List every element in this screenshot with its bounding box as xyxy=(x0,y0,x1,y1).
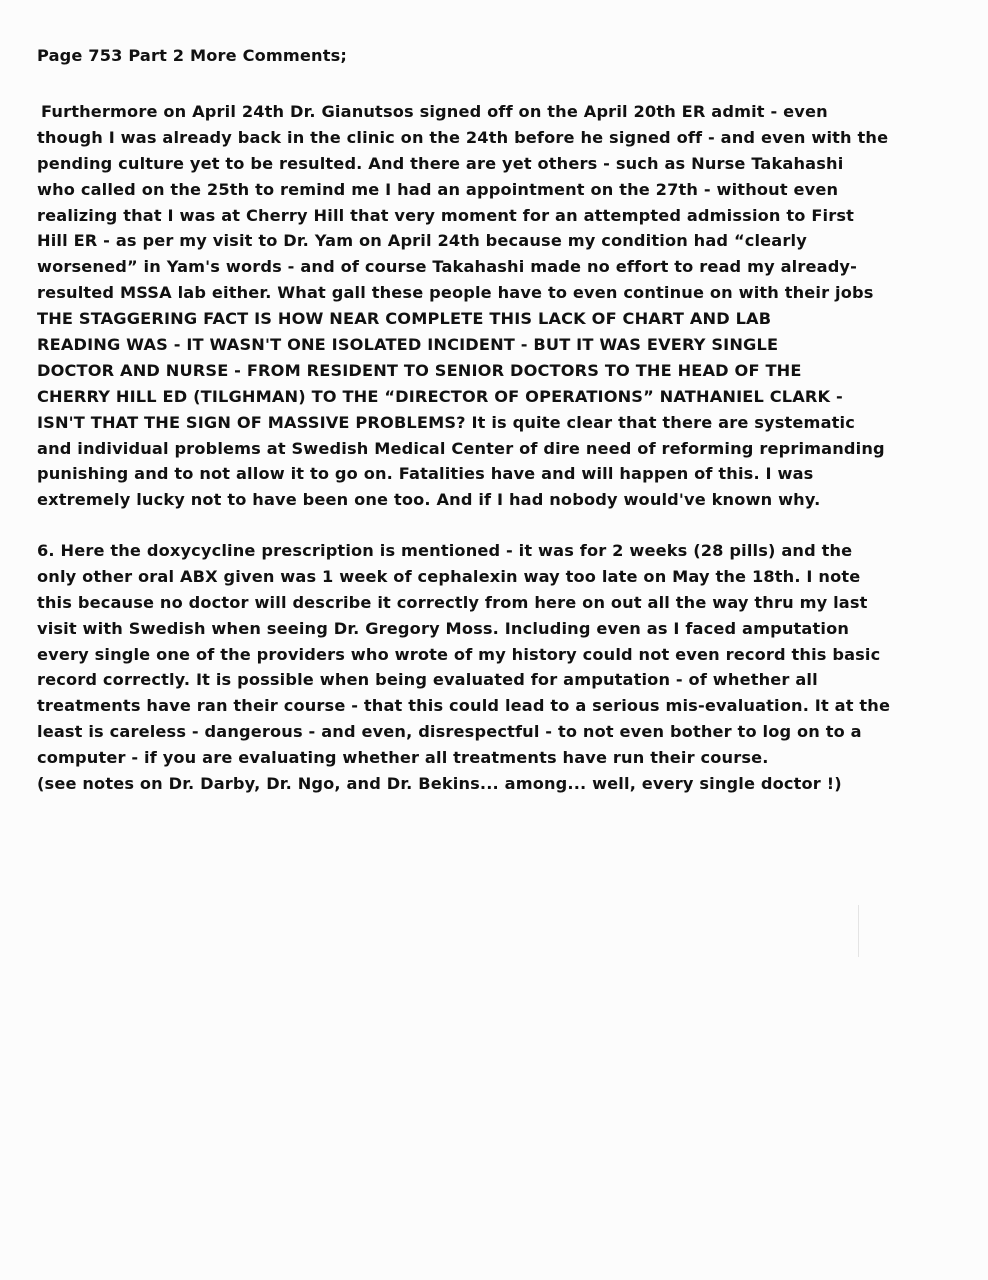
paragraph-furthermore xyxy=(37,99,957,513)
paragraph-line: READING WAS - IT WASN'T ONE ISOLATED INCIDENT - BUT IT WAS EVERY SINGLE xyxy=(37,335,779,355)
heading-text: Page 753 Part 2 More Comments; xyxy=(37,46,347,65)
paragraph-line: treatments have ran their course - that this could lead to a serious mis-evaluation. It at the xyxy=(37,696,891,716)
paragraph-line: this because no doctor will describe it correctly from here on out all the way thru my last xyxy=(37,592,868,612)
scan-artifact-line xyxy=(858,905,859,957)
paragraph-line: punishing and to not allow it to go on. Fatalities have and will happen of this. I was xyxy=(37,464,814,484)
paragraph-line: 6. Here the doxycycline prescription is mentioned - it was for 2 weeks (28 pills) and the xyxy=(37,541,853,560)
paragraph-line: Hill ER - as per my visit to Dr. Yam on April 24th because my condition had “clearly xyxy=(37,231,807,251)
paragraph-line: THE STAGGERING FACT IS HOW NEAR COMPLETE THIS LACK OF CHART AND LAB xyxy=(37,309,772,329)
paragraph-line: computer - if you are evaluating whether all treatments have run their course. xyxy=(37,748,769,768)
paragraph-line: extremely lucky not to have been one too. And if I had nobody would've known why. xyxy=(37,490,821,510)
paragraph-line: only other oral ABX given was 1 week of cephalexin way too late on May the 18th. I note xyxy=(37,566,861,586)
paragraph-item-6 xyxy=(37,538,957,797)
paragraph-line: realizing that I was at Cherry Hill that very moment for an attempted admission to First xyxy=(37,205,855,225)
paragraph-line: every single one of the providers who wrote of my history could not even record this basic xyxy=(37,644,881,664)
paragraph-line: record correctly. It is possible when being evaluated for amputation - of whether all xyxy=(37,670,818,690)
paragraph-line: CHERRY HILL ED (TILGHMAN) TO THE “DIRECTOR OF OPERATIONS” NATHANIEL CLARK - xyxy=(37,386,843,406)
paragraph-line: (see notes on Dr. Darby, Dr. Ngo, and Dr. Bekins... among... well, every single doctor !) xyxy=(37,774,842,794)
paragraph-line: pending culture yet to be resulted. And there are yet others - such as Nurse Takahashi xyxy=(37,153,844,173)
paragraph-line: who called on the 25th to remind me I had an appointment on the 27th - without even xyxy=(37,179,839,199)
paragraph-line: though I was already back in the clinic on the 24th before he signed off - and even with the xyxy=(37,127,889,147)
paragraph-line: resulted MSSA lab either. What gall these people have to even continue on with their jobs xyxy=(37,283,874,303)
paragraph-line: DOCTOR AND NURSE - FROM RESIDENT TO SENIOR DOCTORS TO THE HEAD OF THE xyxy=(37,360,802,380)
paragraph-line: Furthermore on April 24th Dr. Gianutsos signed off on the April 20th ER admit - even xyxy=(41,102,828,121)
paragraph-line: and individual problems at Swedish Medical Center of dire need of reforming reprimanding xyxy=(37,438,885,458)
page-heading xyxy=(37,43,957,69)
paragraph-line: least is careless - dangerous - and even, disrespectful - to not even bother to log on to a xyxy=(37,722,862,742)
paragraph-line: visit with Swedish when seeing Dr. Gregory Moss. Including even as I faced amputation xyxy=(37,618,850,638)
paragraph-line: worsened” in Yam's words - and of course Takahashi made no effort to read my already- xyxy=(37,257,858,277)
paragraph-line: ISN'T THAT THE SIGN OF MASSIVE PROBLEMS? It is quite clear that there are systematic xyxy=(37,412,855,432)
